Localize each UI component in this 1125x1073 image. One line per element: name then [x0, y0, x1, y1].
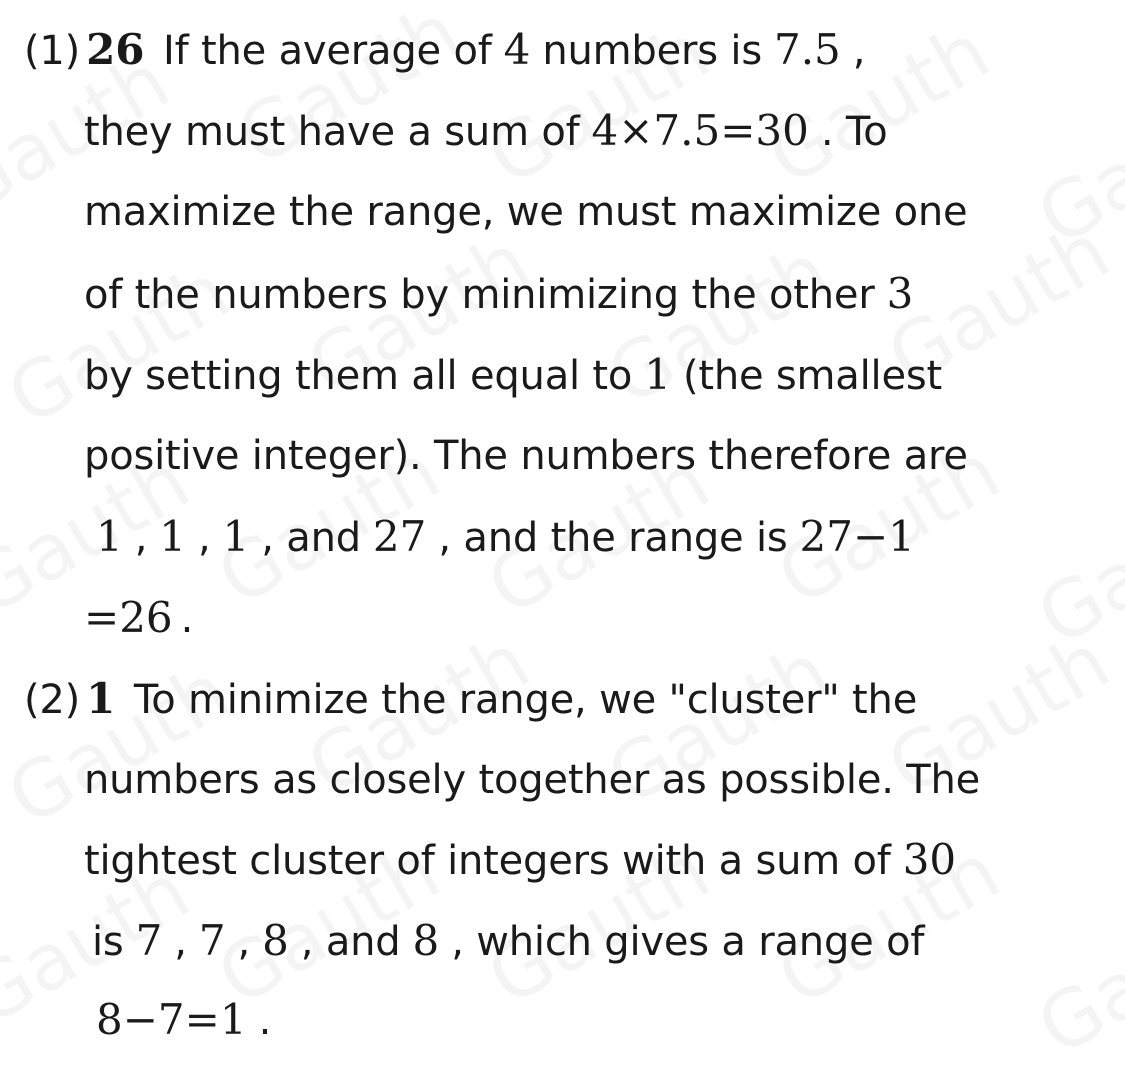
part1-answer: 26 — [86, 25, 145, 74]
math-expression: 4×7.5=30 — [591, 106, 809, 155]
math-value: 4 — [503, 25, 531, 74]
math-value: 1 — [96, 512, 123, 561]
part1-text: If the average of — [163, 28, 492, 74]
part1-line-8 — [84, 590, 193, 647]
part2-text: To minimize the range, we "cluster" the — [133, 677, 918, 723]
part2-text: numbers as closely together as possible. The — [84, 757, 981, 803]
part1-line-1 — [24, 22, 865, 79]
part2-text: tightest cluster of integers with a sum of — [84, 838, 891, 884]
math-value: 7.5 — [773, 25, 841, 74]
math-expression: 27−1 — [799, 512, 915, 561]
part2-text: , — [174, 919, 187, 965]
part2-line-1 — [24, 671, 917, 728]
part1-line-6 — [84, 428, 968, 484]
part1-text: , and the range is — [438, 515, 788, 561]
part1-text: , — [197, 515, 211, 561]
part1-text: , and — [261, 515, 361, 561]
part1-text: maximize the range, we must maximize one — [84, 189, 968, 235]
part2-text: , and — [300, 919, 401, 965]
part1-text: . — [180, 596, 194, 642]
math-value: 7 — [135, 916, 163, 965]
part1-text: by setting them all equal to — [84, 353, 633, 399]
math-value: 7 — [198, 916, 226, 965]
part2-line-2 — [84, 752, 980, 808]
part1-text: (the smallest — [682, 353, 942, 399]
part2-line-3 — [84, 832, 968, 889]
math-expression: 8−7=1 — [96, 995, 247, 1044]
math-value: 1 — [222, 512, 250, 561]
math-value: 30 — [902, 835, 957, 884]
part2-text: . — [258, 998, 272, 1044]
part1-text: of the numbers by minimizing the other — [84, 272, 875, 318]
math-value: 1 — [644, 350, 671, 399]
part1-line-3 — [84, 184, 967, 240]
math-value: 3 — [886, 269, 914, 318]
part2-text: , which gives a range of — [451, 919, 925, 965]
part2-line-4 — [84, 913, 924, 970]
part2-label: (2) — [24, 677, 81, 723]
watermark-text — [1023, 877, 1125, 1073]
part1-text: positive integer). The numbers therefore are — [84, 433, 968, 479]
math-value: 8 — [412, 916, 440, 965]
part1-text: numbers is — [542, 28, 762, 74]
part1-text: . To — [820, 109, 888, 155]
part2-text: , — [237, 919, 251, 965]
part2-answer: 1 — [86, 674, 116, 723]
math-value: 1 — [159, 512, 186, 561]
part1-text: they must have a sum of — [84, 109, 580, 155]
watermark-text — [1023, 467, 1125, 664]
part1-label: (1) — [24, 28, 81, 74]
part1-line-7 — [84, 509, 927, 566]
part1-line-2 — [84, 103, 888, 160]
part1-line-4 — [84, 266, 925, 323]
part1-text: , — [852, 28, 866, 74]
part1-line-5 — [84, 347, 942, 404]
part2-text: is — [92, 919, 124, 965]
watermark-text — [1023, 67, 1125, 264]
math-expression: =26 — [84, 593, 173, 642]
math-value: 27 — [372, 512, 427, 561]
math-value: 8 — [262, 916, 289, 965]
part2-line-5 — [84, 992, 271, 1049]
part1-text: , — [134, 515, 148, 561]
